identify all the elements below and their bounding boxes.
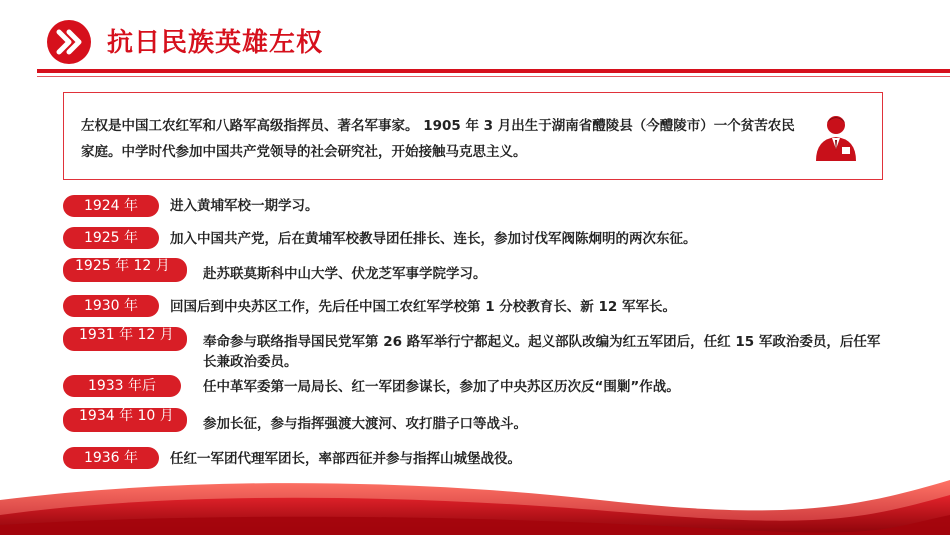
event-text: 加入中国共产党，后在黄埔军校教导团任排长、连长，参加讨伐军阀陈炯明的两次东征。 bbox=[170, 231, 697, 247]
year-badge: 1924 年 bbox=[63, 195, 159, 217]
event-text: 参加长征，参与指挥强渡大渡河、攻打腊子口等战斗。 bbox=[203, 416, 527, 432]
header-logo bbox=[47, 20, 91, 64]
year-badge: 1931 年 12 月 bbox=[63, 327, 187, 351]
year-badge: 1933 年后 bbox=[63, 375, 181, 397]
header-divider bbox=[37, 69, 950, 73]
event-text: 赴苏联莫斯科中山大学、伏龙芝军事学院学习。 bbox=[203, 266, 487, 282]
year-badge: 1934 年 10 月 bbox=[63, 408, 187, 432]
event-text: 进入黄埔军校一期学习。 bbox=[170, 198, 319, 214]
flag-wave-decoration bbox=[0, 470, 950, 535]
year-badge: 1936 年 bbox=[63, 447, 159, 469]
intro-box bbox=[63, 92, 883, 180]
page-title: 抗日民族英雄左权 bbox=[107, 28, 324, 58]
double-chevron-right-icon bbox=[47, 20, 91, 64]
event-text: 任中革军委第一局局长、红一军团参谋长，参加了中央苏区历次反“围剿”作战。 bbox=[203, 379, 680, 395]
header-divider-thin bbox=[37, 76, 950, 77]
year-badge: 1925 年 bbox=[63, 227, 159, 249]
event-text: 任红一军团代理军团长，率部西征并参与指挥山城堡战役。 bbox=[170, 451, 521, 467]
event-text: 奉命参与联络指导国民党军第 26 路军举行宁都起义。起义部队改编为红五军团后，任红 15 军政治委员，后任军长兼政治委员。 bbox=[203, 334, 881, 370]
year-badge: 1930 年 bbox=[63, 295, 159, 317]
person-avatar-icon bbox=[810, 111, 862, 163]
event-text: 回国后到中央苏区工作，先后任中国工农红军学校第 1 分校教育长、新 12 军军长。 bbox=[170, 299, 676, 315]
intro-text: 左权是中国工农红军和八路军高级指挥员、著名军事家。 1905 年 3 月出生于湖南省醴陵县（今醴陵市）一个贫苦农民家庭。中学时代参加中国共产党领导的社会研究社，开始接触马克思主义。 bbox=[81, 118, 795, 160]
year-badge: 1925 年 12 月 bbox=[63, 258, 187, 282]
